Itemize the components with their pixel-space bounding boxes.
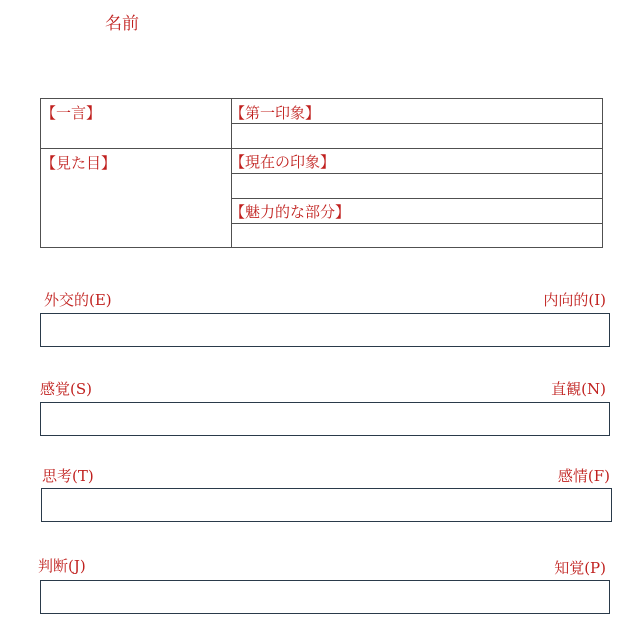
- first-impression-label: 【第一印象】: [230, 104, 321, 122]
- appearance-label: 【見た目】: [41, 154, 117, 172]
- scale-sn-right-label: 直観(N): [551, 380, 606, 398]
- scale-tf-left-label: 思考(T): [42, 467, 94, 485]
- current-impression-label: 【現在の印象】: [230, 153, 336, 171]
- scale-ei-left-label: 外交的(E): [44, 291, 112, 309]
- scale-tf-box[interactable]: [41, 488, 612, 522]
- scale-ei-right-label: 内向的(I): [543, 291, 606, 309]
- row-divider-mid: [231, 198, 602, 199]
- scale-tf-right-label: 感情(F): [557, 467, 610, 485]
- charm-label: 【魅力的な部分】: [230, 203, 351, 221]
- row-divider-current-impression: [231, 173, 602, 174]
- scale-ei-box[interactable]: [40, 313, 610, 347]
- one-word-label: 【一言】: [41, 104, 102, 122]
- name-label: 名前: [105, 14, 139, 34]
- profile-table: [40, 98, 603, 248]
- row-divider-main: [41, 148, 602, 149]
- scale-sn-left-label: 感覚(S): [40, 380, 92, 398]
- scale-sn-box[interactable]: [40, 402, 610, 436]
- scale-jp-left-label: 判断(J): [38, 557, 86, 575]
- row-divider-first-impression: [231, 123, 602, 124]
- scale-jp-right-label: 知覚(P): [554, 559, 606, 577]
- row-divider-charm: [231, 223, 602, 224]
- scale-jp-box[interactable]: [40, 580, 610, 614]
